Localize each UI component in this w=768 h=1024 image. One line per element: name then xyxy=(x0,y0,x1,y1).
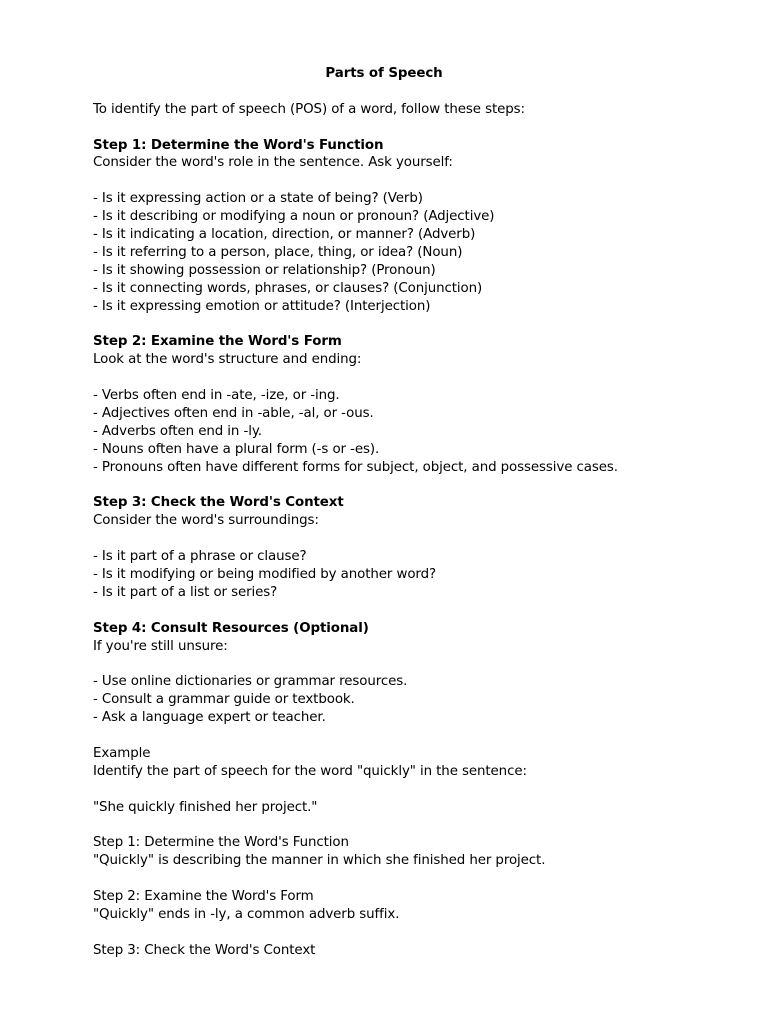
spacer xyxy=(93,315,713,333)
step4-lead: If you're still unsure: xyxy=(93,638,228,654)
intro-text: To identify the part of speech (POS) of a word, follow these steps: xyxy=(93,101,525,117)
step1-item: - Is it showing possession or relationship? (Pronoun) xyxy=(93,262,436,278)
example-prompt: Identify the part of speech for the word "quickly" in the sentence: xyxy=(93,763,527,779)
spacer xyxy=(93,781,713,799)
step4-heading: Step 4: Consult Resources (Optional) xyxy=(93,620,369,636)
spacer xyxy=(93,870,713,888)
step1-item: - Is it indicating a location, direction, or manner? (Adverb) xyxy=(93,227,476,243)
step2-lead: Look at the word's structure and ending: xyxy=(93,352,362,368)
step3-item: - Is it part of a phrase or clause? xyxy=(93,549,307,565)
step1-item: - Is it describing or modifying a noun or pronoun? (Adjective) xyxy=(93,209,495,225)
example-heading: Example xyxy=(93,745,151,761)
example-sentence: "She quickly finished her project." xyxy=(93,799,318,815)
step2-heading: Step 2: Examine the Word's Form xyxy=(93,334,342,350)
step4-item: - Consult a grammar guide or textbook. xyxy=(93,692,355,708)
step2-item: - Nouns often have a plural form (-s or -es). xyxy=(93,441,380,457)
spacer xyxy=(93,924,713,942)
step1-heading: Step 1: Determine the Word's Function xyxy=(93,137,384,153)
example-step1-text: "Quickly" is describing the manner in which she finished her project. xyxy=(93,853,546,869)
step4-item: - Use online dictionaries or grammar resources. xyxy=(93,674,408,690)
spacer xyxy=(93,530,713,548)
step2-item: - Verbs often end in -ate, -ize, or -ing. xyxy=(93,388,340,404)
spacer xyxy=(93,83,713,101)
step1-item: - Is it connecting words, phrases, or clauses? (Conjunction) xyxy=(93,280,483,296)
step3-item: - Is it modifying or being modified by another word? xyxy=(93,566,436,582)
page-title: Parts of Speech xyxy=(325,66,443,81)
step1-item: - Is it expressing action or a state of being? (Verb) xyxy=(93,191,423,207)
step3-heading: Step 3: Check the Word's Context xyxy=(93,495,344,511)
example-step2-text: "Quickly" ends in -ly, a common adverb suffix. xyxy=(93,906,400,922)
example-step1-heading: Step 1: Determine the Word's Function xyxy=(93,835,349,851)
example-step2-heading: Step 2: Examine the Word's Form xyxy=(93,888,314,904)
spacer xyxy=(93,119,713,137)
step1-lead: Consider the word's role in the sentence. Ask yourself: xyxy=(93,155,453,171)
step3-lead: Consider the word's surroundings: xyxy=(93,513,319,529)
spacer xyxy=(93,727,713,745)
spacer xyxy=(93,602,713,620)
step4-item: - Ask a language expert or teacher. xyxy=(93,710,326,726)
step1-item: - Is it referring to a person, place, thing, or idea? (Noun) xyxy=(93,244,463,260)
step3-item: - Is it part of a list or series? xyxy=(93,584,278,600)
step2-item: - Pronouns often have different forms for subject, object, and possessive cases. xyxy=(93,459,618,475)
document-body xyxy=(93,65,713,960)
step2-item: - Adverbs often end in -ly. xyxy=(93,423,262,439)
step2-item: - Adjectives often end in -able, -al, or -ous. xyxy=(93,405,374,421)
spacer xyxy=(93,476,713,494)
step1-item: - Is it expressing emotion or attitude? (Interjection) xyxy=(93,298,431,314)
example-step3-heading: Step 3: Check the Word's Context xyxy=(93,942,316,958)
spacer xyxy=(93,655,713,673)
spacer xyxy=(93,369,713,387)
spacer xyxy=(93,172,713,190)
spacer xyxy=(93,816,713,834)
